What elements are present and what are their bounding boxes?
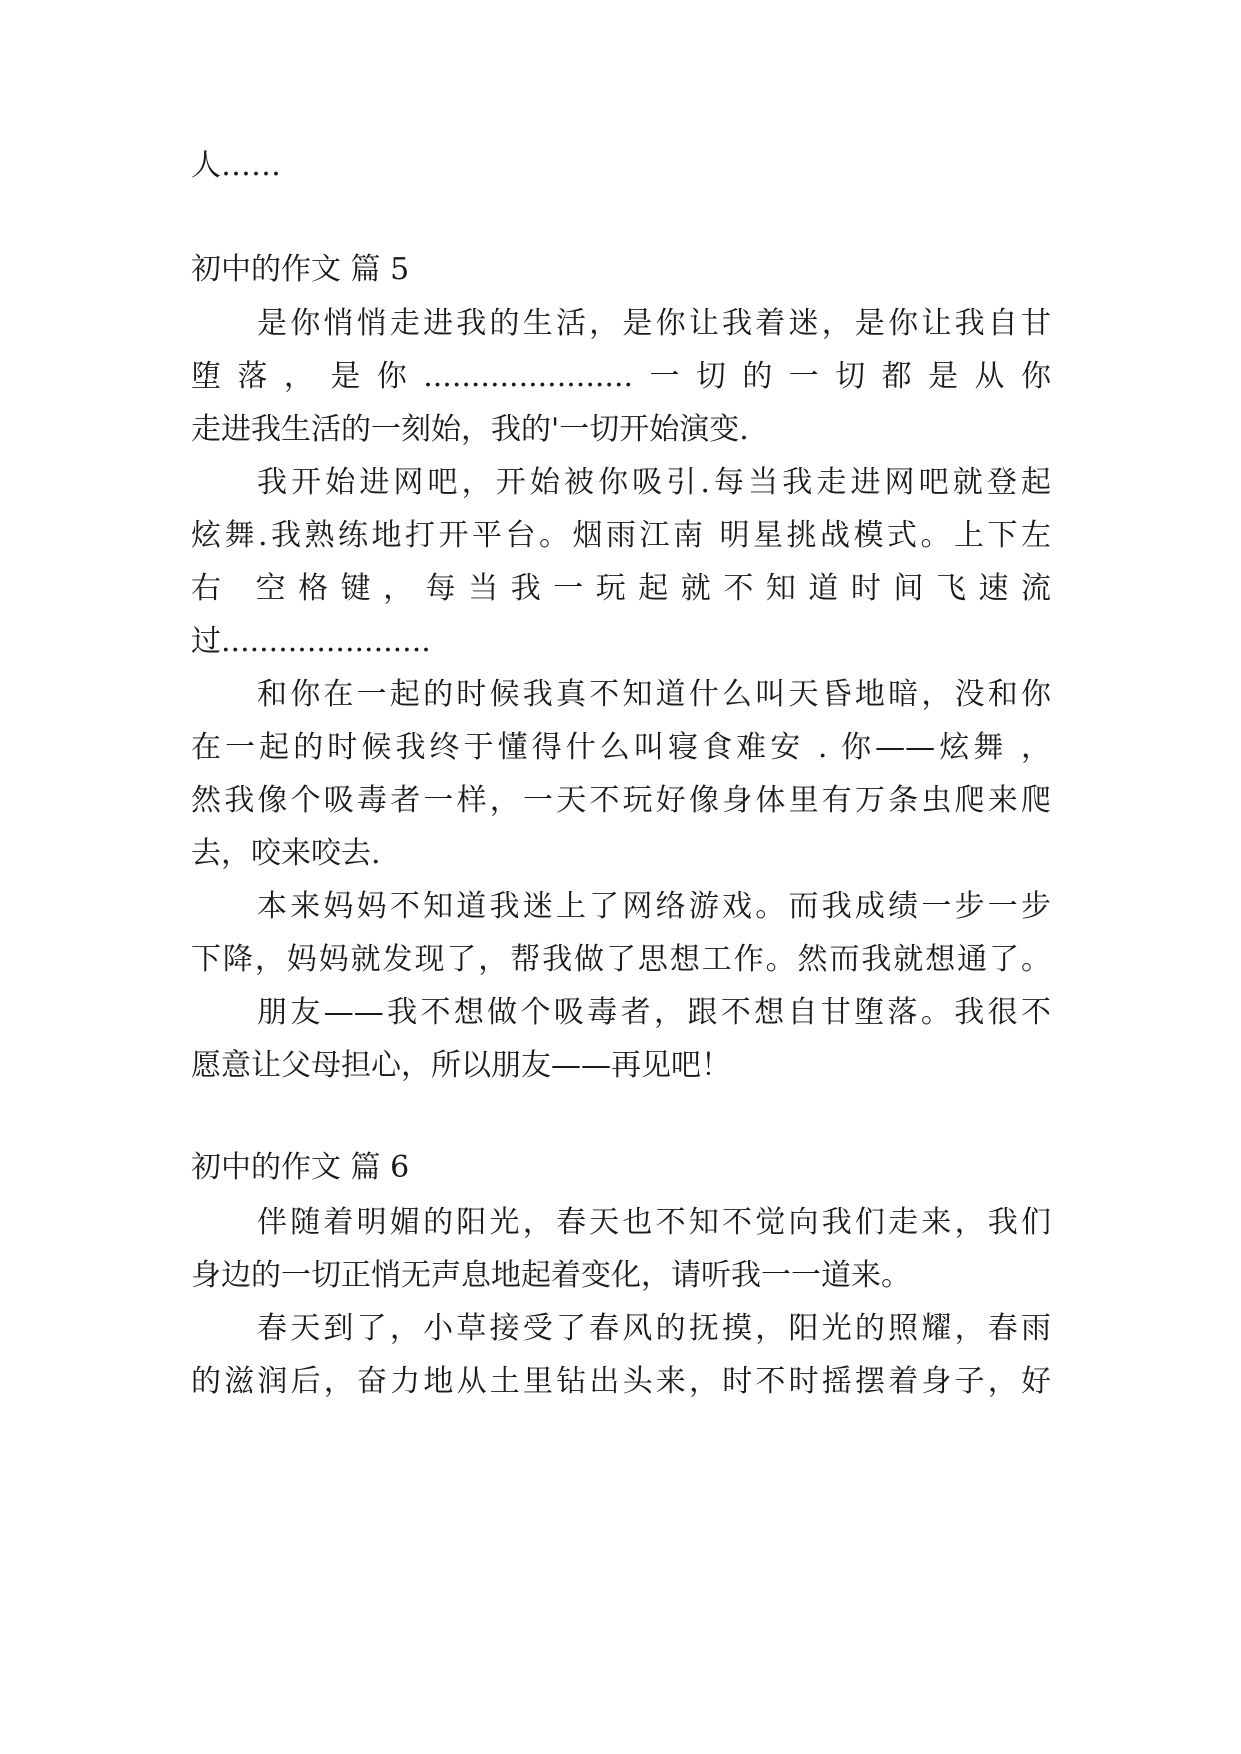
paragraph-line: 在一起的时候我终于懂得什么叫寝食难安 . 你——炫舞 ， — [191, 730, 1051, 765]
section-heading-6: 初中的作文 篇 6 — [191, 1150, 410, 1185]
paragraph-line: 春天到了，小草接受了春风的抚摸，阳光的照耀，春雨 — [257, 1311, 1051, 1346]
paragraph-line: 走进我生活的一刻始，我的'一切开始演变. — [191, 412, 749, 447]
paragraph-line: 的滋润后，奋力地从土里钻出头来，时不时摇摆着身子，好 — [191, 1364, 1051, 1399]
paragraph-line: 下降，妈妈就发现了，帮我做了思想工作。然而我就想通了。 — [191, 942, 1051, 977]
paragraph-line: 愿意让父母担心，所以朋友——再见吧！ — [191, 1048, 731, 1083]
paragraph-line: 去，咬来咬去. — [191, 836, 381, 871]
paragraph-line: 炫舞.我熟练地打开平台。烟雨江南 明星挑战模式。上下左 — [191, 518, 1051, 553]
paragraph-line: 和你在一起的时候我真不知道什么叫天昏地暗，没和你 — [257, 677, 1051, 712]
paragraph-line: 然我像个吸毒者一样，一天不玩好像身体里有万条虫爬来爬 — [191, 783, 1051, 818]
paragraph-line: 本来妈妈不知道我迷上了网络游戏。而我成绩一步一步 — [257, 889, 1051, 924]
paragraph-line: 朋友——我不想做个吸毒者，跟不想自甘堕落。我很不 — [257, 995, 1051, 1030]
paragraph-line: 过...................... — [191, 624, 431, 659]
paragraph-line: 堕落，是你......................一切的一切都是从你 — [191, 359, 1051, 394]
paragraph-line: 我开始进网吧，开始被你吸引.每当我走进网吧就登起 — [257, 465, 1051, 500]
section-heading-5: 初中的作文 篇 5 — [191, 252, 410, 287]
paragraph-line: 身边的一切正悄无声息地起着变化，请听我一一道来。 — [191, 1258, 911, 1293]
paragraph-line: 伴随着明媚的阳光，春天也不知不觉向我们走来，我们 — [257, 1205, 1051, 1240]
paragraph-line: 是你悄悄走进我的生活，是你让我着迷，是你让我自甘 — [257, 306, 1051, 341]
intro-fragment: 人…… — [191, 148, 281, 183]
paragraph-line: 右 空格键，每当我一玩起就不知道时间飞速流 — [191, 571, 1051, 606]
